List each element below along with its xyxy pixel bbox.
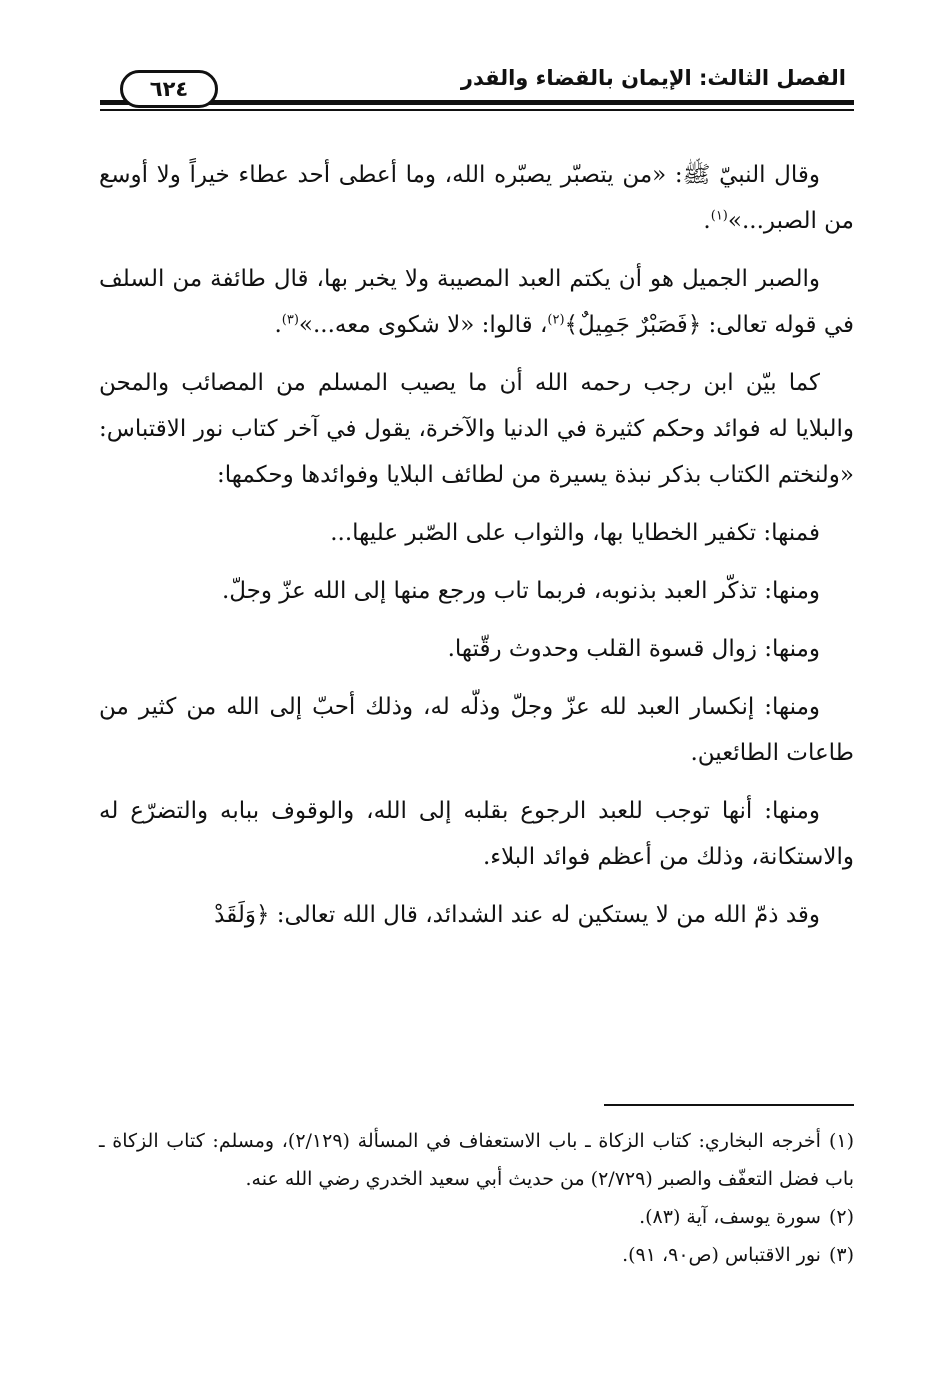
chapter-title: الفصل الثالث: الإيمان بالقضاء والقدر bbox=[460, 66, 846, 90]
paragraph: والصبر الجميل هو أن يكتم العبد المصيبة ولا يخبر بها، قال طائفة من السلف في قوله تعالى: ﴿فَصَبْرٌ جَمِيلٌ﴾$^{(٢)}$، قالوا: «لا شكوى معه...»$^{(٣)}$. bbox=[99, 266, 854, 338]
footnote-separator bbox=[604, 1104, 854, 1106]
footnote-ref: (٢) bbox=[547, 312, 565, 328]
footnote bbox=[99, 1122, 854, 1198]
paragraph: ومنها: زوال قسوة القلب وحدوث رقّتها. bbox=[447, 636, 820, 662]
paragraph: ومنها: تذكّر العبد بذنوبه، فربما تاب ورجع منها إلى الله عزّ وجلّ. bbox=[221, 578, 820, 604]
footnote-text: سورة يوسف، آية (٨٣). bbox=[639, 1206, 821, 1228]
paragraph: ومنها: إنكسار العبد لله عزّ وجلّ وذلّه له، وذلك أحبّ إلى الله من كثير من طاعات الطائعين. bbox=[99, 694, 854, 766]
footnote bbox=[99, 1236, 854, 1274]
footnote bbox=[99, 1198, 854, 1236]
body-text bbox=[99, 152, 854, 950]
footnote-text: أخرجه البخاري: كتاب الزكاة ـ باب الاستعفاف في المسألة (٢/١٢٩)، ومسلم: كتاب الزكاة ـ باب فضل التعفّف والصبر (٢/٧٢٩) من حديث أبي سعيد الخدري رضي الله عنه. bbox=[99, 1130, 854, 1190]
footnote-text: نور الاقتباس (ص٩٠، ٩١). bbox=[622, 1244, 821, 1266]
paragraph: وقال النبيّ ﷺ: «من يتصبّر يصبّره الله، وما أعطى أحد عطاء خيراً ولا أوسع من الصبر...»$^{(١)}$. bbox=[99, 162, 854, 234]
footnote-ref: (٣) bbox=[281, 312, 299, 328]
page-number: ٦٢٤ bbox=[120, 70, 218, 108]
footnotes bbox=[99, 1122, 854, 1274]
header-rule-thin bbox=[100, 109, 854, 111]
paragraph: وقد ذمّ الله من لا يستكين له عند الشدائد، قال الله تعالى: ﴿وَلَقَدْ bbox=[214, 902, 820, 928]
paragraph: فمنها: تكفير الخطايا بها، والثواب على الصّبر عليها... bbox=[330, 520, 820, 546]
footnote-number: (٣) bbox=[828, 1244, 854, 1266]
running-header bbox=[100, 62, 854, 124]
footnote-number: (٢) bbox=[828, 1206, 854, 1228]
footnote-ref: (١) bbox=[710, 208, 728, 224]
footnote-number: (١) bbox=[828, 1130, 855, 1152]
paragraph: ومنها: أنها توجب للعبد الرجوع بقلبه إلى الله، والوقوف ببابه والتضرّع له والاستكانة، وذلك من أعظم فوائد البلاء. bbox=[99, 798, 854, 870]
paragraph: كما بيّن ابن رجب رحمه الله أن ما يصيب المسلم من المصائب والمحن والبلايا له فوائد وحكم كثيرة في الدنيا والآخرة، يقول في آخر كتاب نور الاقتباس: «ولنختم الكتاب بذكر نبذة يسيرة من لطائف البلايا وفوائدها وحكمها: bbox=[99, 370, 854, 488]
